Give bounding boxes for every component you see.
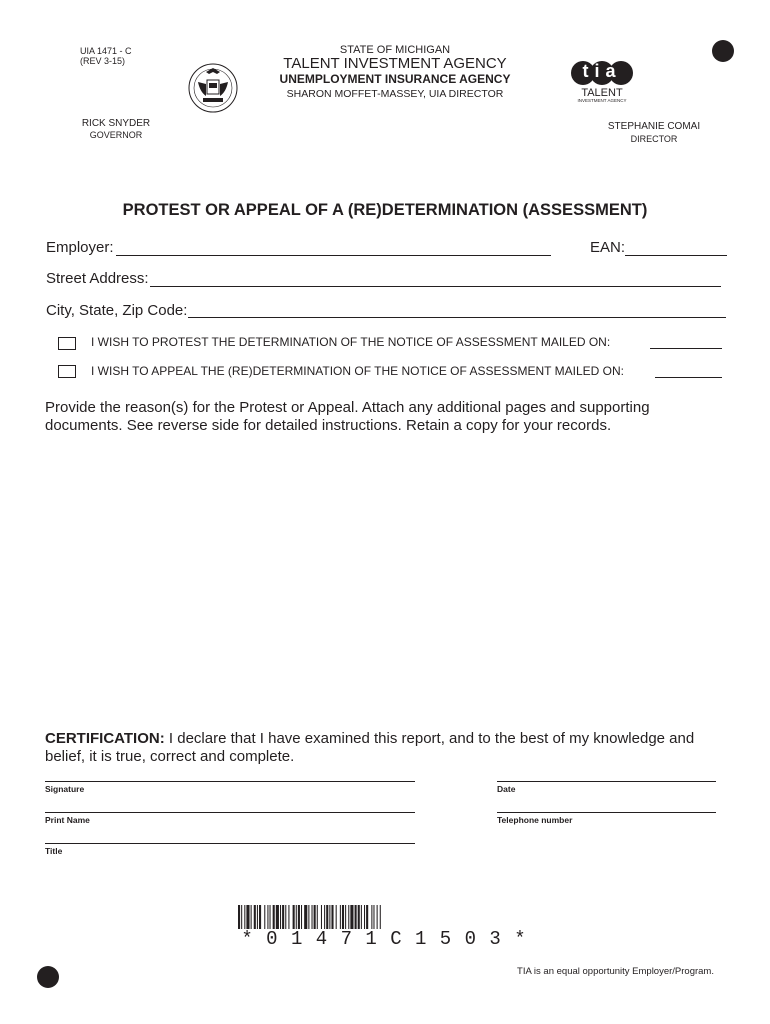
print-name-input[interactable]: [45, 812, 415, 813]
title-label: Title: [45, 846, 63, 856]
certification-heading: CERTIFICATION:: [45, 730, 165, 747]
protest-checkbox[interactable]: [58, 337, 76, 350]
certification-statement: [45, 730, 715, 766]
appeal-option-label: I WISH TO APPEAL THE (RE)DETERMINATION OF THE NOTICE OF ASSESSMENT MAILED ON:: [91, 364, 624, 378]
protest-date-input[interactable]: [650, 348, 722, 349]
employer-input[interactable]: [116, 255, 551, 256]
logo-word: TALENT: [581, 87, 623, 99]
employer-label: Employer:: [46, 239, 114, 256]
telephone-input[interactable]: [497, 812, 716, 813]
uia-director: SHARON MOFFET-MASSEY, UIA DIRECTOR: [286, 88, 504, 100]
barcode-icon: [238, 905, 530, 929]
date-label: Date: [497, 784, 516, 794]
street-label: Street Address:: [46, 270, 149, 287]
director-title: DIRECTOR: [630, 134, 678, 144]
city-label: City, State, Zip Code:: [46, 302, 188, 319]
instructions-text: Provide the reason(s) for the Protest or Appeal. Attach any additional pages and supporting documents. See reverse side for detailed instructions. Retain a copy for your records.: [45, 399, 650, 434]
certification-text: I declare that I have examined this report, and to the best of my knowledge and belief, it is true, correct and complete.: [45, 730, 695, 765]
ean-input[interactable]: [625, 255, 727, 256]
title-input[interactable]: [45, 843, 415, 844]
director-name: STEPHANIE COMAI: [607, 121, 701, 132]
michigan-seal-icon: [186, 62, 240, 114]
reason-text-area[interactable]: [45, 440, 725, 720]
signature-input[interactable]: [45, 781, 415, 782]
telephone-label: Telephone number: [497, 815, 573, 825]
sub-agency-name: UNEMPLOYMENT INSURANCE AGENCY: [279, 72, 511, 86]
form-id: UIA 1471 - C: [80, 46, 132, 56]
tia-logo: [566, 58, 638, 104]
city-input[interactable]: [188, 317, 726, 318]
ean-label: EAN:: [590, 239, 626, 256]
registration-dot-bottom: [37, 966, 59, 988]
form-title: PROTEST OR APPEAL OF A (RE)DETERMINATION (ASSESSMENT): [122, 201, 648, 219]
registration-dot: [712, 40, 734, 62]
form-revision: (REV 3-15): [80, 56, 126, 66]
appeal-date-input[interactable]: [655, 377, 722, 378]
barcode-text: * 0 1 4 7 1 C 1 5 0 3 *: [241, 928, 527, 950]
agency-name: TALENT INVESTMENT AGENCY: [283, 55, 507, 72]
street-input[interactable]: [150, 286, 721, 287]
equal-opportunity-notice: TIA is an equal opportunity Employer/Program.: [517, 966, 714, 977]
signature-label: Signature: [45, 784, 85, 794]
logo-mark-text: tia: [582, 61, 622, 81]
protest-option-label: I WISH TO PROTEST THE DETERMINATION OF THE NOTICE OF ASSESSMENT MAILED ON:: [91, 335, 611, 349]
logo-tagline: INVESTMENT AGENCY: [577, 98, 627, 103]
appeal-checkbox[interactable]: [58, 365, 76, 378]
print-name-label: Print Name: [45, 815, 90, 825]
governor-title: GOVERNOR: [89, 130, 143, 140]
date-input[interactable]: [497, 781, 716, 782]
governor-name: RICK SNYDER: [81, 118, 151, 129]
state-name: STATE OF MICHIGAN: [339, 44, 451, 56]
